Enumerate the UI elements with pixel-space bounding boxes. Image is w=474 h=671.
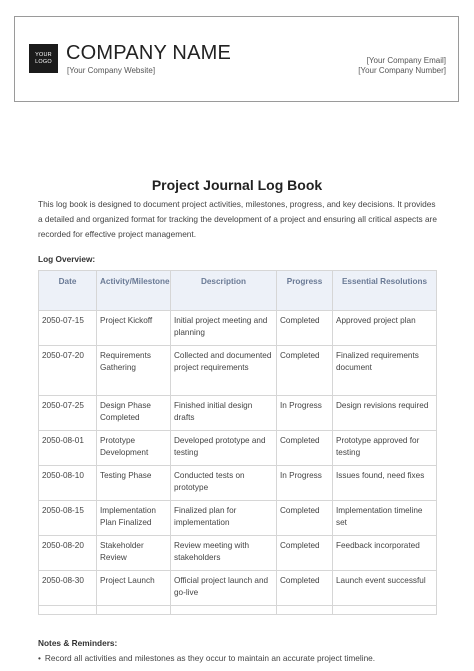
cell-progress: Completed (277, 311, 333, 346)
cell-activity: Project Kickoff (97, 311, 171, 346)
notes-list (38, 651, 438, 666)
cell-description: Official project launch and go-live (171, 571, 277, 606)
table-row (39, 431, 437, 466)
company-header (14, 16, 459, 102)
cell-resolution: Launch event successful (333, 571, 437, 606)
cell-resolution: Implementation timeline set (333, 501, 437, 536)
company-name: COMPANY NAME (66, 42, 232, 64)
company-contact (358, 56, 446, 76)
logo-line-1: YOUR (35, 52, 52, 58)
cell-resolution: Feedback incorporated (333, 536, 437, 571)
cell-date: 2050-08-15 (39, 501, 97, 536)
cell-description: Finalized plan for implementation (171, 501, 277, 536)
table-row (39, 536, 437, 571)
cell-activity: Testing Phase (97, 466, 171, 501)
intro-paragraph: This log book is designed to document project activities, milestones, progress, and key decisions. It provides a detailed and organized format for tracking the development of a project and ensuring all critical aspects are recorded for effective project management. (38, 199, 437, 239)
cell-date: 2050-07-20 (39, 346, 97, 396)
cell-empty (39, 606, 97, 615)
log-overview-label: Log Overview: (38, 254, 96, 264)
header-progress: Progress (277, 271, 333, 311)
table-row-empty (39, 606, 437, 615)
company-number: [Your Company Number] (358, 66, 446, 75)
header-activity: Activity/Milestone (97, 271, 171, 311)
cell-empty (333, 606, 437, 615)
table-row (39, 311, 437, 346)
table-row (39, 396, 437, 431)
company-logo (29, 44, 58, 73)
note-item: • Record all activities and milestones as they occur to maintain an accurate project timeline. (38, 651, 438, 666)
header-date: Date (39, 271, 97, 311)
table-row (39, 346, 437, 396)
cell-resolution: Finalized requirements document (333, 346, 437, 396)
header-resolutions: Essential Resolutions (333, 271, 437, 311)
cell-progress: In Progress (277, 396, 333, 431)
table-header-row (39, 271, 437, 311)
header-description: Description (171, 271, 277, 311)
cell-date: 2050-08-10 (39, 466, 97, 501)
cell-description: Collected and documented project requirements (171, 346, 277, 396)
notes-label: Notes & Reminders: (38, 638, 118, 648)
cell-resolution: Approved project plan (333, 311, 437, 346)
cell-resolution: Design revisions required (333, 396, 437, 431)
cell-date: 2050-08-01 (39, 431, 97, 466)
cell-progress: Completed (277, 536, 333, 571)
cell-progress: Completed (277, 501, 333, 536)
cell-description: Review meeting with stakeholders (171, 536, 277, 571)
cell-description: Conducted tests on prototype (171, 466, 277, 501)
cell-activity: Stakeholder Review (97, 536, 171, 571)
cell-activity: Prototype Development (97, 431, 171, 466)
cell-progress: In Progress (277, 466, 333, 501)
log-table (38, 270, 437, 615)
cell-empty (171, 606, 277, 615)
table-row (39, 571, 437, 606)
cell-description: Developed prototype and testing (171, 431, 277, 466)
company-website: [Your Company Website] (67, 66, 156, 75)
cell-date: 2050-08-20 (39, 536, 97, 571)
cell-resolution: Issues found, need fixes (333, 466, 437, 501)
cell-progress: Completed (277, 571, 333, 606)
cell-progress: Completed (277, 431, 333, 466)
logo-line-2: LOGO (35, 59, 52, 65)
table-row (39, 466, 437, 501)
cell-activity: Implementation Plan Finalized (97, 501, 171, 536)
cell-date: 2050-08-30 (39, 571, 97, 606)
cell-progress: Completed (277, 346, 333, 396)
cell-empty (97, 606, 171, 615)
cell-activity: Project Launch (97, 571, 171, 606)
cell-activity: Requirements Gathering (97, 346, 171, 396)
cell-description: Finished initial design drafts (171, 396, 277, 431)
cell-description: Initial project meeting and planning (171, 311, 277, 346)
cell-date: 2050-07-15 (39, 311, 97, 346)
table-row (39, 501, 437, 536)
cell-resolution: Prototype approved for testing (333, 431, 437, 466)
cell-activity: Design Phase Completed (97, 396, 171, 431)
cell-empty (277, 606, 333, 615)
company-email: [Your Company Email] (366, 56, 446, 65)
document-title: Project Journal Log Book (151, 177, 323, 193)
cell-date: 2050-07-25 (39, 396, 97, 431)
